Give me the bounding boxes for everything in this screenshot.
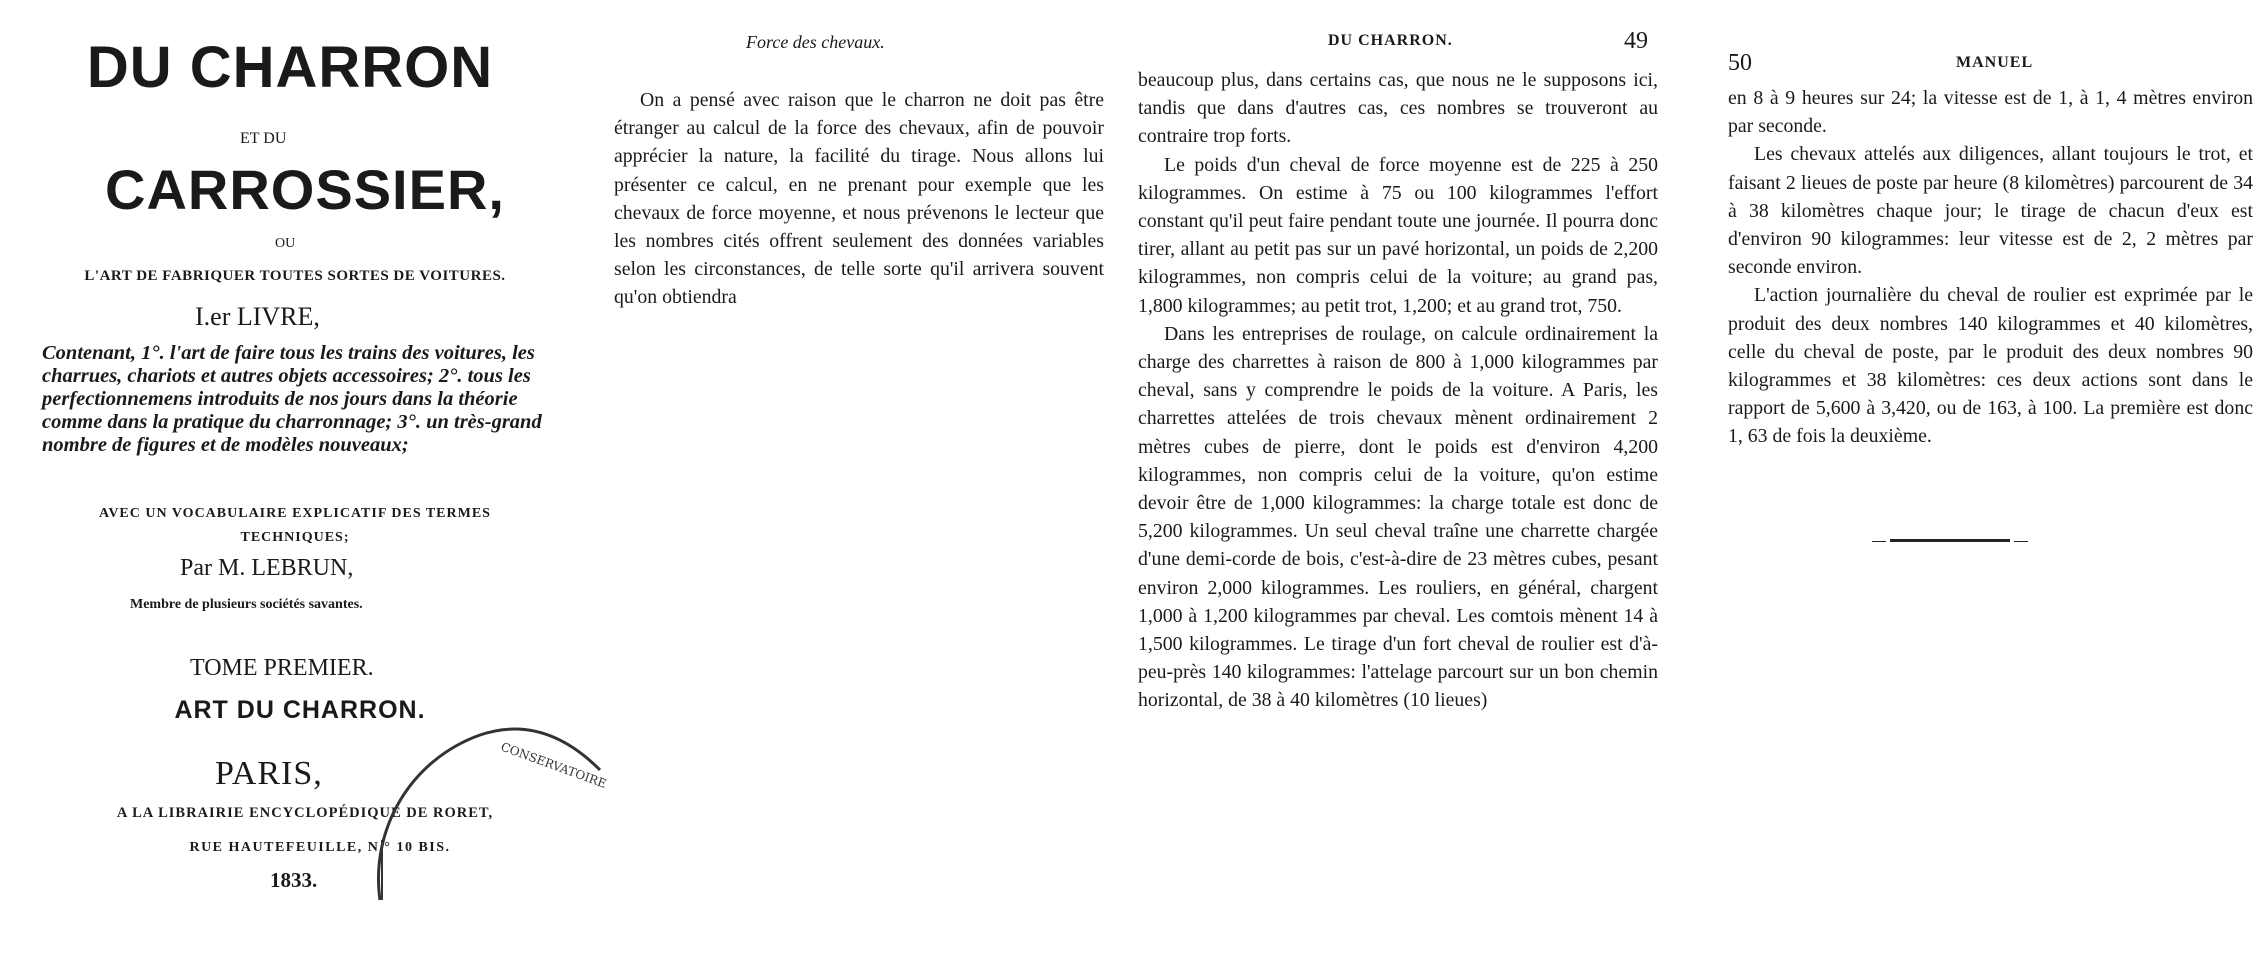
page-force-des-chevaux [596,0,1106,953]
page-number: 50 [1728,50,1752,76]
paragraph: Les chevaux attelés aux diligences, allant toujours le trot, et faisant 2 lieues de poste par heure (8 kilomètres) parcourent de 34 à 38 kilomètres chaque jour; le tirage de chacun d'eux est d'environ 90 kilogrammes: leur vitesse est de 2, 2 mètres par seconde environ. [1728,143,2253,279]
title-line-2: CARROSSIER, [105,158,505,221]
paragraph-continued: en 8 à 9 heures sur 24; la vitesse est de 1, à 1, 4 mètres environ par seconde. [1728,87,2253,138]
title-author: Par M. LEBRUN, [180,555,354,581]
paragraph: Le poids d'un cheval de force moyenne est de 225 à 250 kilogrammes. On estime à 75 ou 100 kilogrammes l'effort constant qu'il peut faire pendant toute une journée. Il pourra donc tirer, allant au petit pas sur un pavé horizontal, un poids de 2,200 kilogrammes, non compris celui de la voiture; au grand pas, 1,800 kilogrammes; au petit trot, 1,200; et au grand trot, 750. [1138,153,1658,317]
title-ou: OU [275,236,296,251]
title-tome-subtitle: ART DU CHARRON. [174,696,426,724]
end-ornament [1890,539,2010,542]
paragraph: L'action journalière du cheval de roulier est exprimée par le produit des deux nombres 140 kilogrammes et 40 kilomètres, celle du cheval de poste, par le produit des deux nombres 90 kilogrammes et 38 kilomètres: ces deux actions sont dans le rapport de 5,600 à 3,420, ou de 163, à 100. La première est donc 1, 63 de fois la deuxième. [1728,284,2253,448]
title-vocabulary: AVEC UN VOCABULAIRE EXPLICATIF DES TERMES TECHNIQUES; [99,506,491,545]
page-body [1728,84,2253,451]
page-body [1138,66,1658,715]
title-et-du: ET DU [240,130,287,147]
paragraph: Dans les entreprises de roulage, on calcule ordinairement la charge des charrettes à raison de 800 à 1,000 kilogrammes par cheval, sans y comprendre le poids de la voiture. A Paris, les charrettes attelées de trois chevaux mènent ordinairement 2 mètres cubes de pierre, dont le poids est d'environ 4,200 kilogrammes, non compris celui de la voiture, qu'on estime devoir être de 1,000 kilogrammes: la charge totale est donc de 5,200 kilogrammes. Un seul cheval traîne une charrette chargée d'une demi-corde de bois, c'est-à-dire de 23 mètres cubes, pesant environ 2,000 kilogrammes. Les rouliers, en général, chargent 1,000 à 1,200 kilogrammes par cheval. Les comtois mènent 14 à 1,500 kilogrammes. Le tirage d'un fort cheval de roulier est d'à-peu-près 140 kilogrammes: l'attelage parcourt sur un bon chemin horizontal, de 38 à 40 kilomètres (10 lieues) [1138,322,1658,712]
page-50 [1720,0,2265,953]
paragraph: On a pensé avec raison que le charron ne doit pas être étranger au calcul de la force des chevaux, afin de pouvoir apprécier la nature, la facilité du tirage. Nous allons lui présenter ce calcul, en ne prenant pour exemple que les chevaux de force moyenne, et nous prévenons le lecteur que les nombres cités offrent seulement des données variables selon les circonstances, de telle sorte qu'il arrivera souvent qu'on obtiendra [614,89,1104,309]
page-49 [1138,0,1666,953]
title-address: RUE HAUTEFEUILLE, N.° 10 BIS. [189,840,451,855]
title-livre: I.er LIVRE, [195,302,320,331]
page-body [614,86,1104,312]
page-number: 49 [1624,28,1648,54]
title-line-1: DU CHARRON [86,35,494,100]
page-header: Force des chevaux. [746,32,885,52]
title-year: 1833. [270,868,318,892]
title-tome: TOME PREMIER. [190,655,374,681]
paragraph-continued: beaucoup plus, dans certains cas, que nous ne le supposons ici, tandis que dans d'autres cas, ces nombres se trouveront au contraire trop forts. [1138,69,1658,148]
title-author-note: Membre de plusieurs sociétés savantes. [130,597,363,612]
svg-text:CONSERVATOIRE: CONSERVATOIRE [498,739,609,791]
page-header: MANUEL [1956,54,2034,71]
title-page [0,0,609,953]
page-header: DU CHARRON. [1328,32,1453,49]
library-stamp-icon [360,710,620,910]
title-city: PARIS, [215,755,323,792]
title-contents: Contenant, 1°. l'art de faire tous les trains des voitures, les charrues, chariots et autres objets accessoires; 2°. tous les perfectionnemens introduits de nos jours dans la théorie comme dans la pratique du charronnage; 3°. un très-grand nombre de figures et de modèles nouveaux; [42,342,542,456]
title-subtitle: L'ART DE FABRIQUER TOUTES SORTES DE VOITURES. [84,268,506,284]
title-publisher: A LA LIBRAIRIE ENCYCLOPÉDIQUE DE RORET, [116,805,494,821]
